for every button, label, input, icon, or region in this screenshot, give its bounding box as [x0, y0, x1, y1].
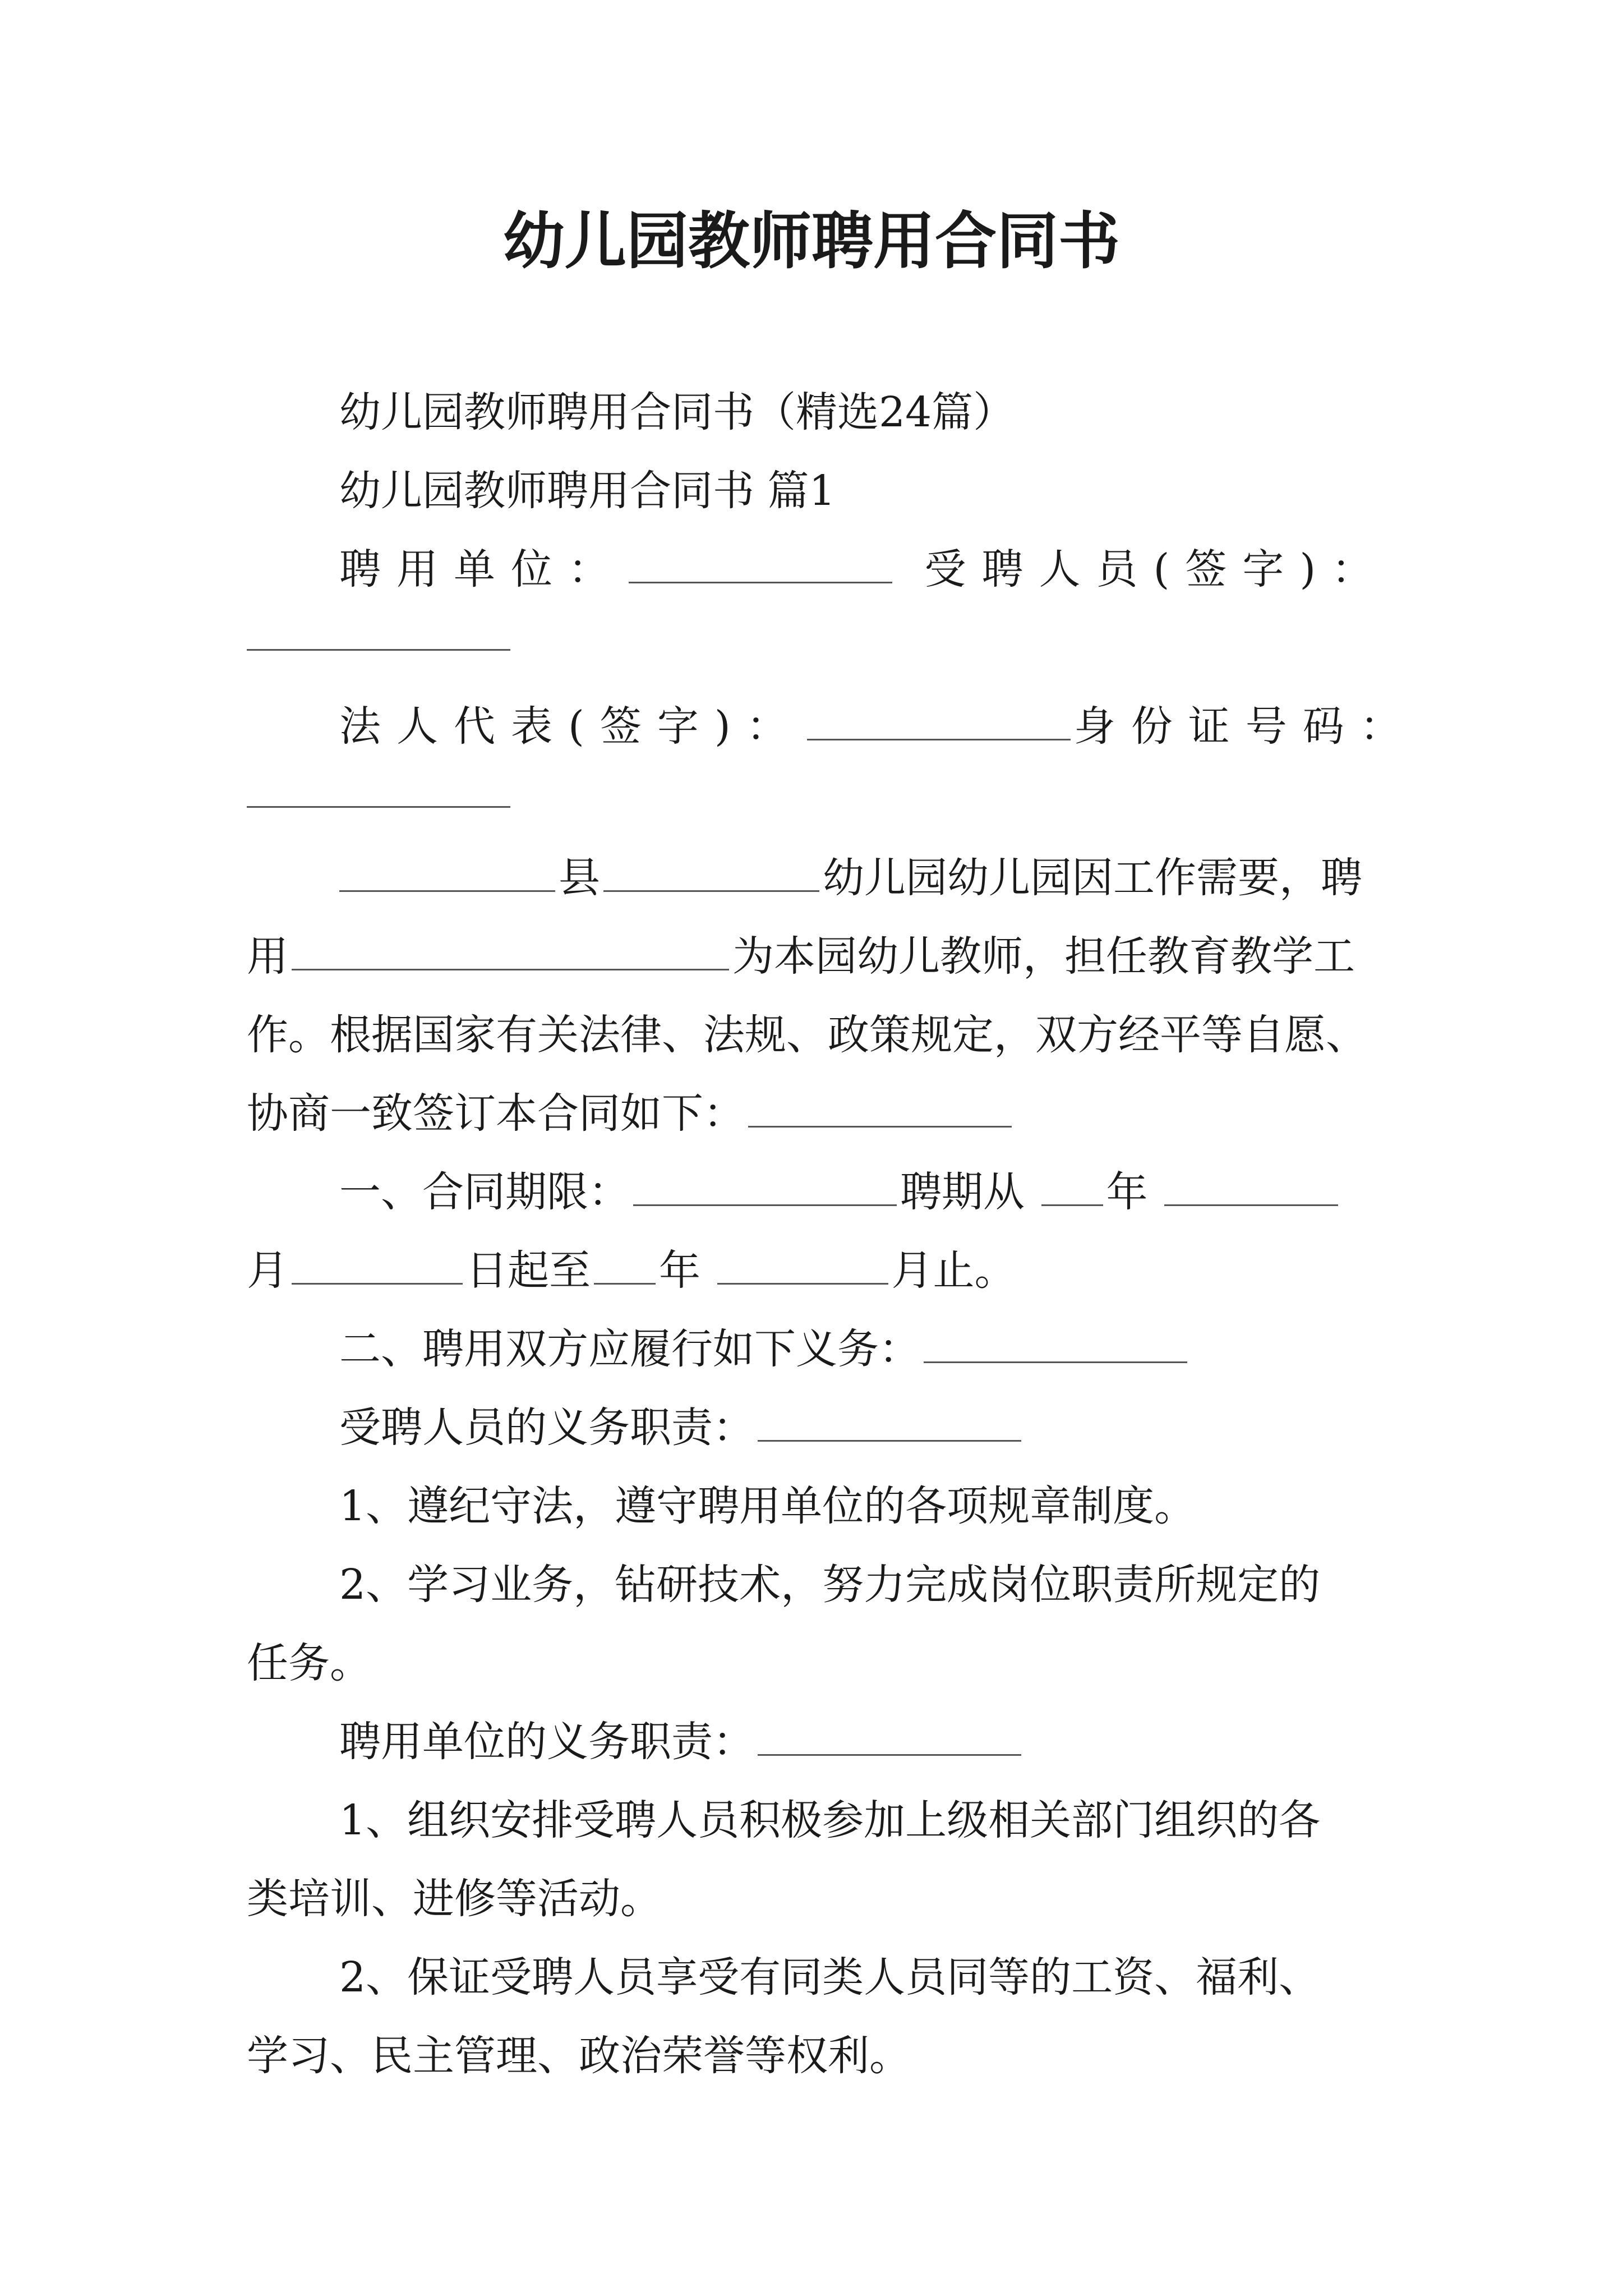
start-month-blank — [1164, 1164, 1338, 1206]
employee-duty-2b: 任务。 — [247, 1639, 371, 1687]
term-from-text: 聘期从 — [900, 1168, 1025, 1216]
end-month-blank — [717, 1243, 888, 1285]
duties-heading — [339, 1318, 1391, 1380]
end-year-blank — [594, 1243, 656, 1285]
hire-text: 用 — [247, 932, 288, 981]
year-label: 年 — [1106, 1168, 1148, 1216]
subtitle: 幼儿园教师聘用合同书（精选24篇） — [339, 388, 1015, 436]
employee-label: 受聘人员(签字)： — [924, 545, 1389, 593]
id-label: 身份证号码： — [1073, 702, 1417, 751]
legal-rep-blank — [807, 698, 1071, 740]
start-day-blank — [292, 1243, 463, 1285]
employer-duties-label: 聘用单位的义务职责： — [339, 1718, 754, 1766]
employer-duty-2a: 2、保证受聘人员享受有同类人员同等的工资、福利、 — [339, 1953, 1321, 2001]
legal-rep-label: 法人代表(签字)： — [339, 702, 804, 751]
term-line-2 — [247, 1240, 1391, 1301]
role-text: 为本园幼儿教师，担任教育教学工 — [732, 932, 1355, 981]
legal-rep-line — [339, 696, 1417, 757]
term-line-1 — [339, 1161, 1391, 1223]
end-year-label: 年 — [659, 1246, 700, 1295]
paragraph-line-2 — [247, 926, 1391, 987]
employee-blank — [247, 609, 510, 651]
employee-duties-blank — [758, 1400, 1021, 1442]
county-blank — [339, 850, 555, 892]
employee-duties-heading — [339, 1397, 1391, 1458]
term-label: 一、合同期限： — [339, 1168, 630, 1216]
kindergarten-blank — [603, 850, 819, 892]
term-blank — [633, 1164, 897, 1206]
kindergarten-text: 幼儿园幼儿园因工作需要，聘 — [823, 854, 1362, 902]
employer-label: 聘用单位： — [339, 545, 625, 593]
duties-blank — [924, 1321, 1187, 1363]
document-title: 幼儿园教师聘用合同书 — [503, 205, 1120, 277]
employee-blank-line — [247, 606, 1391, 668]
employer-duties-blank — [758, 1714, 1021, 1756]
employer-duty-1a: 1、组织安排受聘人员积极参加上级相关部门组织的各 — [339, 1796, 1321, 1844]
day-from-text: 日起至 — [466, 1246, 591, 1295]
id-blank-line — [247, 763, 1391, 825]
employer-duties-heading — [339, 1711, 1391, 1773]
section-heading: 幼儿园教师聘用合同书 篇1 — [339, 467, 836, 515]
employee-duties-label: 受聘人员的义务职责： — [339, 1404, 754, 1452]
paragraph-line-4 — [247, 1083, 1391, 1144]
agreement-text: 协商一致签订本合同如下： — [247, 1089, 745, 1138]
employee-duty-2a: 2、学习业务，钻研技术，努力完成岗位职责所规定的 — [339, 1561, 1321, 1609]
duties-label: 二、聘用双方应履行如下义务： — [339, 1325, 920, 1373]
teacher-name-blank — [292, 928, 729, 970]
employee-duty-1: 1、遵纪守法，遵守聘用单位的各项规章制度。 — [339, 1482, 1196, 1530]
employer-duty-2b: 学习、民主管理、政治荣誉等权利。 — [247, 2032, 911, 2080]
month-label: 月 — [247, 1246, 288, 1295]
county-label: 县 — [559, 854, 600, 902]
agreement-blank — [748, 1085, 1012, 1128]
paragraph-line-3: 作。根据国家有关法律、法规、政策规定，双方经平等自愿、 — [247, 1011, 1367, 1059]
employer-line — [339, 539, 1391, 600]
employer-blank — [629, 541, 892, 583]
id-blank — [247, 766, 510, 808]
paragraph-line-1 — [339, 847, 1391, 909]
employer-duty-1b: 类培训、进修等活动。 — [247, 1875, 662, 1923]
month-end-text: 月止。 — [891, 1246, 1016, 1295]
start-year-blank — [1041, 1164, 1103, 1206]
